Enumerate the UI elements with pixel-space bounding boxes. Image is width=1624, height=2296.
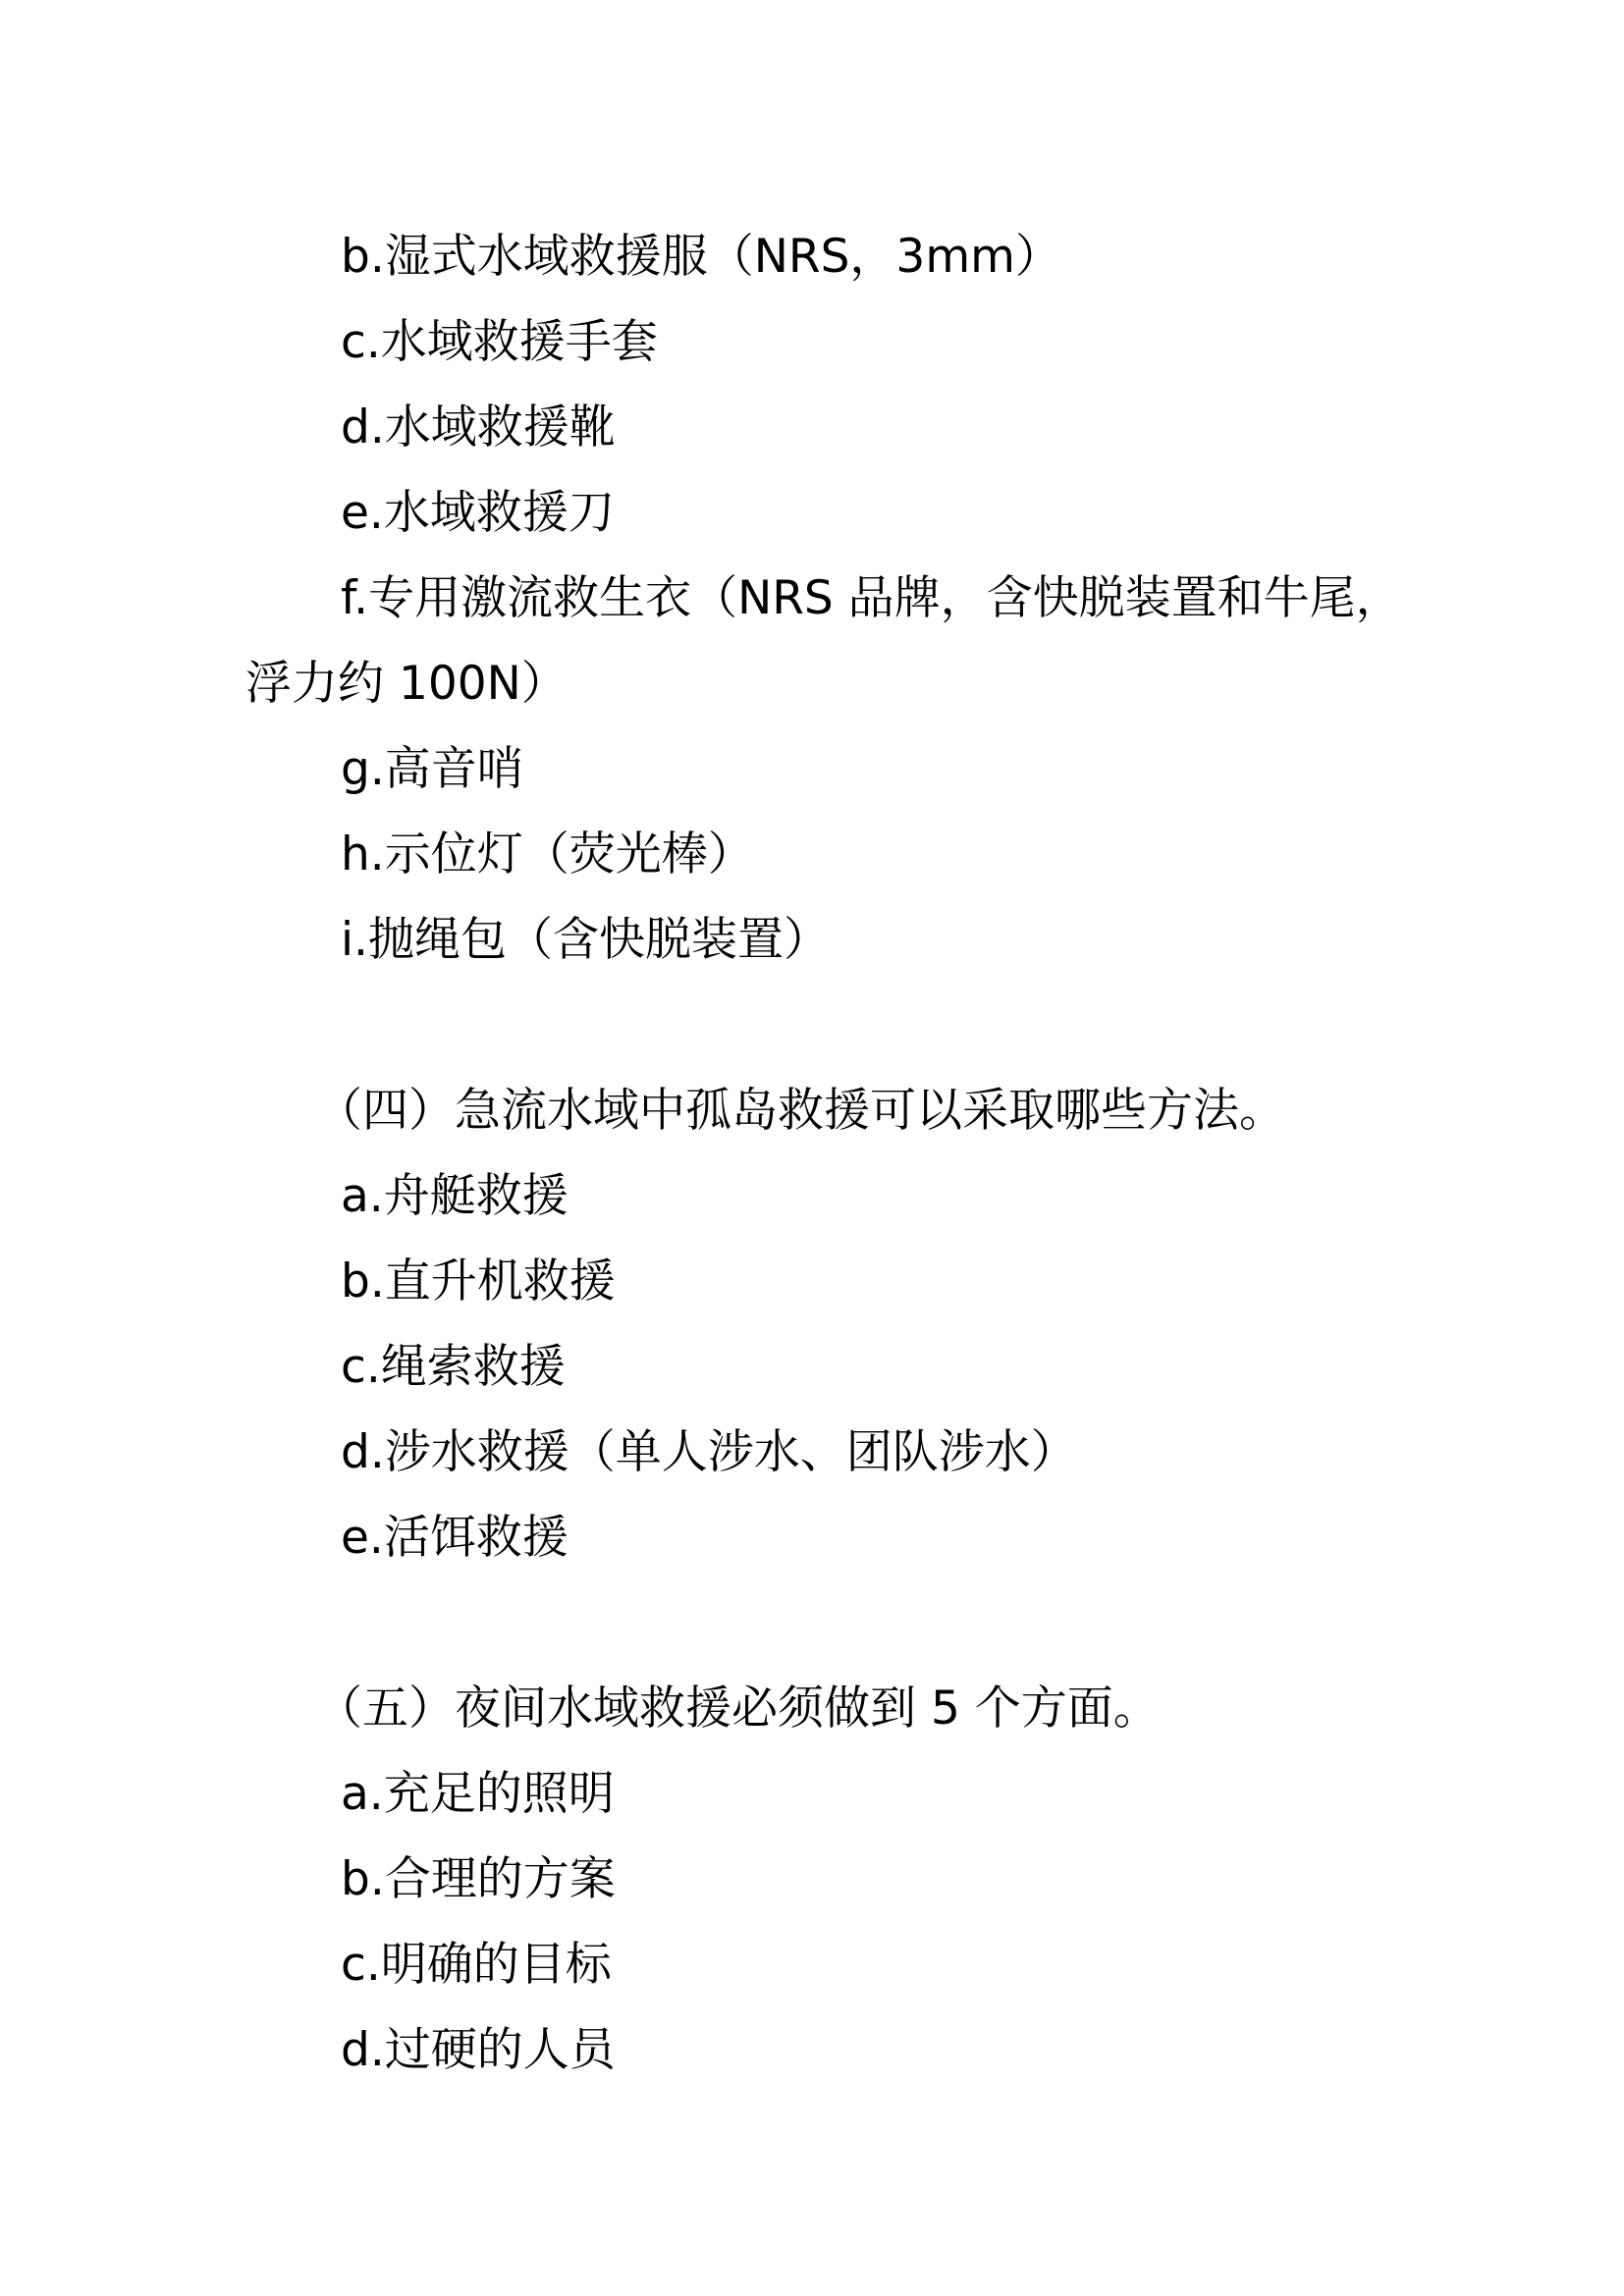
list-item: d.过硬的人员 xyxy=(341,2023,616,2077)
list-item: b.合理的方案 xyxy=(341,1852,616,1906)
list-item: g.高音哨 xyxy=(341,742,523,796)
list-item: d.水域救援靴 xyxy=(341,400,616,454)
list-item: e.活饵救援 xyxy=(341,1511,568,1565)
section-heading: （五）夜间水域救援必须做到 5 个方面。 xyxy=(316,1682,1160,1735)
list-item: b.湿式水域救援服（NRS，3mm） xyxy=(341,230,1061,284)
list-item: c.绳索救援 xyxy=(341,1340,566,1394)
list-item: f.专用激流救生衣（NRS 品牌，含快脱装置和牛尾， xyxy=(341,571,1402,625)
list-item: c.明确的目标 xyxy=(341,1938,612,1992)
list-item: a.充足的照明 xyxy=(341,1767,615,1821)
list-item: e.水域救援刀 xyxy=(341,486,615,540)
list-item: c.水域救援手套 xyxy=(341,315,658,369)
list-item: d.涉水救援（单人涉水、团队涉水） xyxy=(341,1425,1077,1479)
section-heading: （四）急流水域中孤岛救援可以采取哪些方法。 xyxy=(316,1084,1285,1138)
list-item: h.示位灯（荧光棒） xyxy=(341,828,754,881)
list-item: a.舟艇救援 xyxy=(341,1169,568,1223)
list-item: b.直升机救援 xyxy=(341,1255,616,1308)
list-item-continuation: 浮力约 100N） xyxy=(245,657,568,711)
list-item: i.抛绳包（含快脱装置） xyxy=(341,913,830,967)
